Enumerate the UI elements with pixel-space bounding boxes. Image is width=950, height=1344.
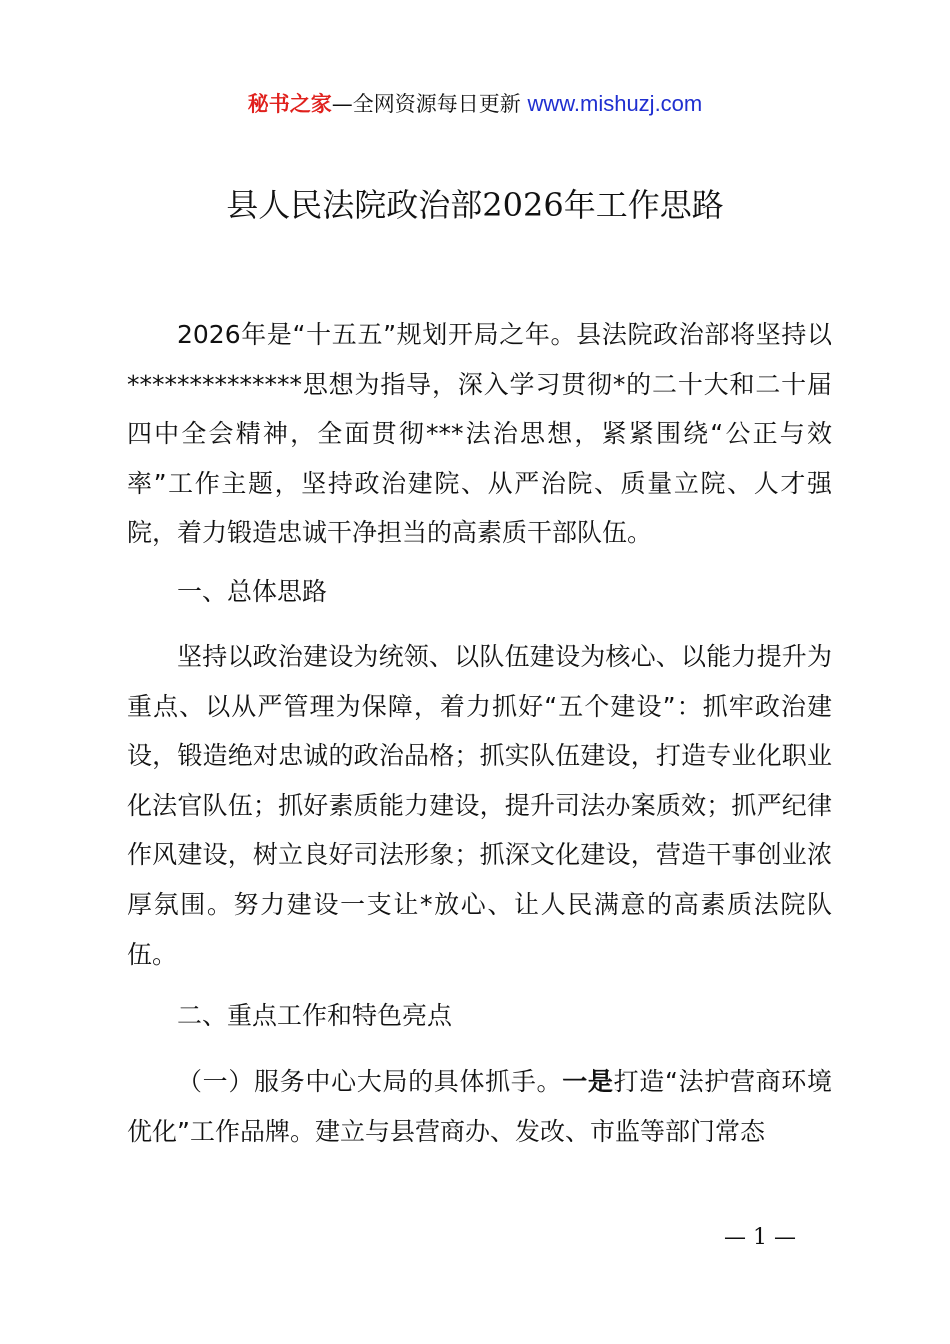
section-heading-overall: 一、总体思路 (177, 577, 328, 606)
paragraph-intro: 2026年是“十五五”规划开局之年。县法院政治部将坚持以**************思想为指导，深入学习贯彻*的二十大和二十届四中全会精神，全面贯彻***法治思想，紧紧围绕“公正与效率”工作主题，坚持政治建院、从严治院、质量立院、人才强院，着力锻造忠诚干净担当的高素质干部队伍。 (127, 320, 832, 548)
item-marker-first: 一是 (562, 1067, 614, 1096)
paragraph-overall-approach: 坚持以政治建设为统领、以队伍建设为核心、以能力提升为重点、以从严管理为保障，着力抓好“五个建设”：抓牢政治建设，锻造绝对忠诚的政治品格；抓实队伍建设，打造专业化职业化法官队伍；抓好素质能力建设，提升司法办案质效；抓严纪律作风建设，树立良好司法形象；抓深文化建设，营造干事创业浓厚氛围。努力建设一支让*放心、让人民满意的高素质法院队伍。 (127, 642, 832, 969)
section-heading-key-work: 二、重点工作和特色亮点 (177, 1001, 453, 1030)
page-number: — 1 — (724, 1225, 796, 1250)
subsection-lead: （一）服务中心大局的具体抓手。 (177, 1067, 563, 1096)
site-url-link[interactable]: www.mishuzj.com (527, 91, 703, 116)
paragraph-key-work (127, 1057, 832, 1156)
site-tagline: —全网资源每日更新 (331, 92, 528, 116)
site-brand: 秘书之家 (247, 92, 332, 116)
site-header (0, 88, 950, 120)
document-title: 县人民法院政治部2026年工作思路 (226, 186, 724, 224)
paragraph-key-work-text: 打造“法护营商环境优化”工作品牌。建立与县营商办、发改、市监等部门常态 (127, 1067, 832, 1146)
